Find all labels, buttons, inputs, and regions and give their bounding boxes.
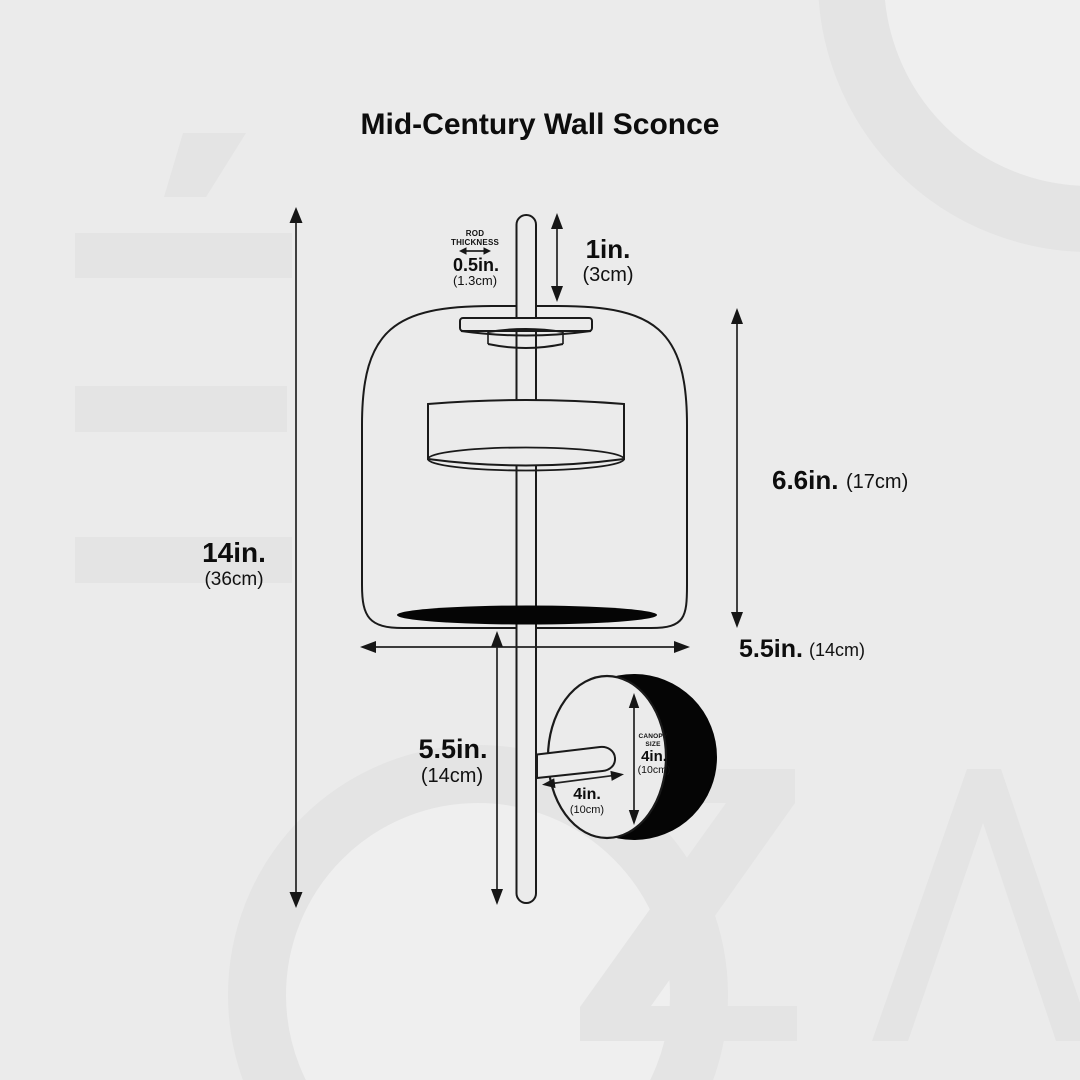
rod-top-label-in: 1in. — [585, 234, 631, 264]
inner-drum — [428, 400, 624, 471]
rod-top-label-cm: (3cm) — [582, 264, 634, 286]
shade-height-label-in: 6.6in. — [772, 465, 839, 495]
shade-height-label-cm: (17cm) — [846, 471, 909, 493]
overall-height-label-cm: (36cm) — [204, 569, 264, 590]
canopy-caption-line1: CANOPY — [638, 733, 668, 740]
inner-drum-body — [428, 400, 624, 466]
shade-width-label-cm: (14cm) — [809, 640, 866, 660]
rod-thickness-caption-line2: THICKNESS — [450, 238, 500, 247]
watermark-e-bar-top — [75, 233, 292, 278]
overall-height-label-in: 14in. — [202, 537, 266, 568]
rod-thickness-caption-line1: ROD — [465, 229, 485, 238]
canopy-caption-line2: SIZE — [645, 741, 661, 748]
watermark-e-bar-middle — [75, 386, 287, 432]
rod-thickness-label-in: 0.5in. — [452, 255, 500, 275]
arm-length-label-cm: (10cm) — [569, 804, 605, 816]
light-opening-ellipse — [397, 606, 657, 625]
stem-drop-label-in: 5.5in. — [418, 734, 488, 764]
canopy-size-label-in: 4in. — [641, 748, 667, 765]
arm-length-label-in: 4in. — [573, 786, 601, 803]
stem-drop-label-cm: (14cm) — [420, 765, 484, 787]
canopy-size-label-cm: (10cm) — [637, 764, 671, 776]
shade-width-label-in: 5.5in. — [739, 635, 803, 663]
page-title: Mid-Century Wall Sconce — [360, 108, 720, 141]
rod-thickness-label-cm: (1.3cm) — [452, 273, 498, 288]
